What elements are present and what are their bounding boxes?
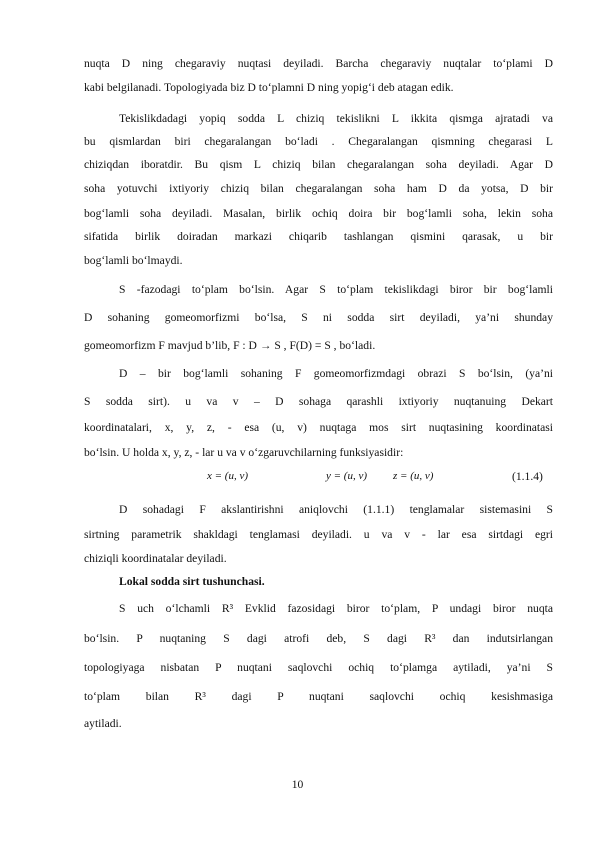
equation-y: y = (u, v): [326, 470, 368, 482]
text-line: soha yotuvchi ixtiyoriy chiziq bilan chegaralangan soha ham D da yotsa, D bir: [84, 182, 553, 195]
equation-x: x = (u, v): [207, 470, 249, 482]
text-line: D sohadagi F akslantirishni aniqlovchi (1.1.1) tenglamalar sistemasini S: [119, 503, 553, 516]
text-line: bu qismlardan biri chegaralangan bo‘ladi . Chegaralangan qismning chegarasi L: [84, 135, 553, 148]
text-line: bo‘lsin. U holda x, y, z, - lar u va v o‘zgaruvchilarning funksiyasidir:: [84, 446, 404, 459]
text-line: aytiladi.: [84, 717, 122, 730]
text-line: sifatida birlik doiradan markazi chiqarib tashlangan qismini qarasak, u bir: [84, 230, 553, 243]
text-line: D sohaning gomeomorfizmi bo‘lsa, S ni sodda sirt deyiladi, ya’ni shunday: [84, 311, 553, 324]
text-line: kabi belgilanadi. Topologiyada biz D to‘plamni D ning yopig‘i deb atagan edik.: [84, 81, 454, 94]
text-line: Tekislikdadagi yopiq sodda L chiziq tekislikni L ikkita qismga ajratadi va: [119, 112, 553, 125]
text-line: gomeomorfizm F mavjud b’lib, F : D → S , F(D) = S , bo‘ladi.: [84, 339, 376, 352]
text-line: topologiyaga nisbatan P nuqtani saqlovchi ochiq to‘plamga aytiladi, ya’ni S: [84, 661, 553, 674]
equation-number: (1.1.4): [512, 470, 543, 483]
text-line: bog‘lamli soha deyiladi. Masalan, birlik ochiq doira bir bog‘lamli soha, lekin soha: [84, 207, 553, 220]
text-line: S sodda sirt). u va v – D sohaga qarashli ixtiyoriy nuqtanuing Dekart: [84, 395, 553, 408]
text-line: S -fazodagi to‘plam bo‘lsin. Agar S to‘plam tekislikdagi biror bir bog‘lamli: [119, 283, 553, 296]
page-number: 10: [291, 778, 304, 791]
text-line: sirtning parametrik shakldagi tenglamasi deyiladi. u va v - lar esa sirtdagi egri: [84, 528, 553, 541]
text-line: D – bir bog‘lamli sohaning F gomeomorfizmdagi obrazi S bo‘lsin, (ya’ni: [119, 367, 553, 380]
equation-z: z = (u, v): [393, 470, 434, 482]
text-line: bo‘lsin. P nuqtaning S dagi atrofi deb, S dagi R³ dan indutsirlangan: [84, 632, 553, 645]
text-line: chiziqli koordinatalar deyiladi.: [84, 552, 227, 565]
text-line: chiziqdan iboratdir. Bu qism L chiziq bilan chegaralangan soha deyiladi. Agar D: [84, 158, 553, 171]
text-line: bog‘lamli bo‘lmaydi.: [84, 254, 183, 267]
text-line: koordinatalari, x, y, z, - esa (u, v) nuqtaga mos sirt nuqtasining koordinatasi: [84, 421, 553, 434]
text-line: nuqta D ning chegaraviy nuqtasi deyiladi. Barcha chegaraviy nuqtalar to‘plami D: [84, 57, 553, 70]
text-line: S uch o‘lchamli R³ Evklid fazosidagi biror to‘plam, P undagi biror nuqta: [119, 602, 553, 615]
section-heading: Lokal sodda sirt tushunchasi.: [119, 575, 265, 588]
text-line: to‘plam bilan R³ dagi P nuqtani saqlovchi ochiq kesishmasiga: [84, 690, 553, 703]
